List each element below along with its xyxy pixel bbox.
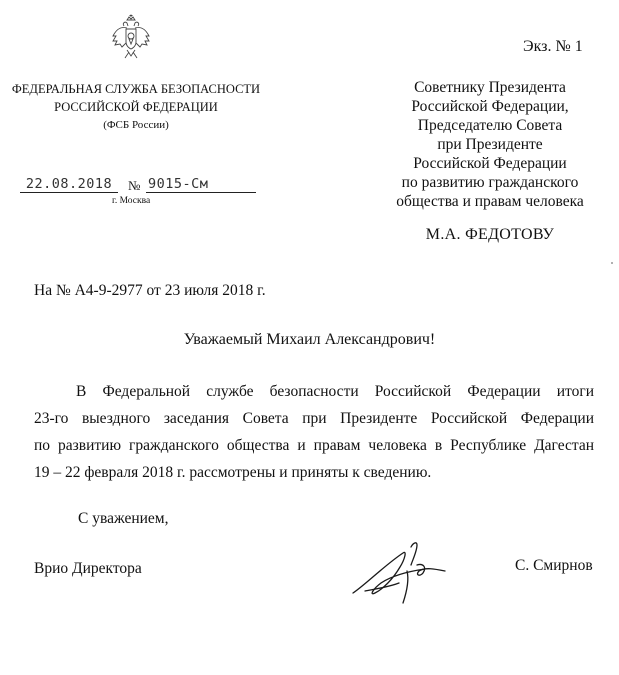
body-line: по развитию гражданского общества и правам человека в Республике Дагестан (34, 437, 594, 454)
addressee-line: Российской Федерации, (411, 98, 569, 115)
addressee-line: Председателю Совета (417, 117, 563, 134)
reference-line: На № А4-9-2977 от 23 июля 2018 г. (34, 282, 266, 299)
addressee-line: при Президенте (437, 136, 543, 153)
closing-phrase: С уважением, (78, 510, 169, 527)
city-label: г. Москва (112, 196, 151, 206)
addressee-line: Российской Федерации (413, 155, 567, 172)
scan-speck (611, 262, 613, 264)
registration-number: 9015-См (146, 176, 256, 193)
letter-body (34, 378, 594, 486)
body-line: В Федеральной службе безопасности Российской Федерации итоги (76, 383, 594, 400)
sender-line: РОССИЙСКОЙ ФЕДЕРАЦИИ (54, 100, 218, 114)
addressee-line: общества и правам человека (396, 193, 584, 210)
signer-title: Врио Директора (34, 560, 142, 577)
addressee-line: по развитию гражданского (401, 174, 579, 191)
signature-icon (345, 535, 460, 610)
addressee-name: М.А. ФЕДОТОВУ (425, 226, 555, 243)
registration-date: 22.08.2018 (20, 176, 118, 193)
addressee-line: Советнику Президента (414, 79, 566, 96)
registration-number-label: № (128, 178, 141, 193)
salutation: Уважаемый Михаил Александрович! (183, 331, 436, 348)
coat-of-arms-icon (110, 14, 152, 62)
sender-line: (ФСБ России) (103, 119, 169, 131)
sender-line: ФЕДЕРАЛЬНАЯ СЛУЖБА БЕЗОПАСНОСТИ (11, 82, 261, 96)
addressee-block (380, 78, 600, 211)
signer-name: С. Смирнов (515, 557, 593, 574)
copy-number: Экз. № 1 (523, 38, 583, 55)
body-line: 23-го выездного заседания Совета при Президенте Российской Федерации (34, 410, 594, 427)
body-line: 19 – 22 февраля 2018 г. рассмотрены и приняты к сведению. (34, 464, 432, 481)
sender-block (10, 80, 262, 134)
